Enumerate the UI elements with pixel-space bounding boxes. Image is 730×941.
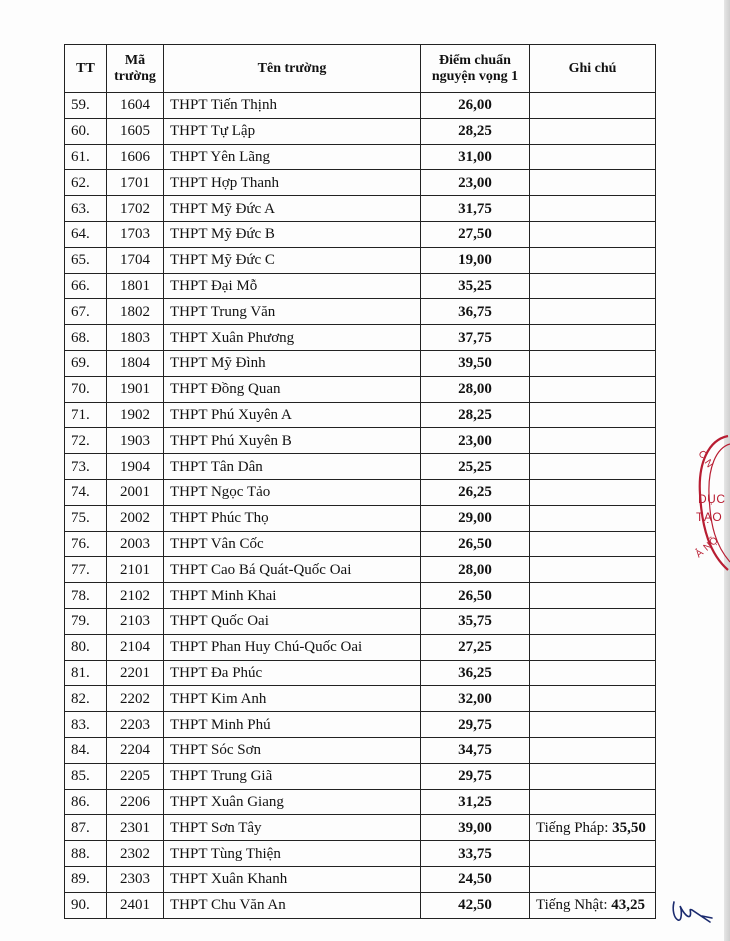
- note: [530, 221, 656, 247]
- note: [530, 583, 656, 609]
- header-school-code: [107, 45, 164, 93]
- table-row: [65, 247, 656, 273]
- note-score: 43,25: [611, 897, 646, 914]
- cutoff-score: 35,75: [421, 608, 530, 634]
- school-code: 1604: [107, 93, 164, 119]
- school-code: 1903: [107, 428, 164, 454]
- row-index: 84.: [65, 737, 107, 763]
- note: [530, 866, 656, 892]
- school-name: THPT Yên Lãng: [164, 144, 421, 170]
- table-row: [65, 505, 656, 531]
- table-row: [65, 144, 656, 170]
- note: [530, 479, 656, 505]
- table-row: [65, 479, 656, 505]
- school-code: 1605: [107, 118, 164, 144]
- cutoff-score: 42,50: [421, 892, 530, 918]
- row-index: 59.: [65, 93, 107, 119]
- row-index: 75.: [65, 505, 107, 531]
- table-row: [65, 325, 656, 351]
- note: [530, 299, 656, 325]
- cutoff-score: 26,25: [421, 479, 530, 505]
- note: [530, 892, 656, 918]
- cutoff-score: 24,50: [421, 866, 530, 892]
- cutoff-score: 28,00: [421, 557, 530, 583]
- school-code: 2002: [107, 505, 164, 531]
- cutoff-score: 26,50: [421, 583, 530, 609]
- cutoff-score: 31,75: [421, 196, 530, 222]
- cutoff-score: 25,25: [421, 454, 530, 480]
- table-row: [65, 376, 656, 402]
- note-label: Tiếng Nhật:: [536, 897, 612, 914]
- cutoff-score: 39,00: [421, 815, 530, 841]
- row-index: 78.: [65, 583, 107, 609]
- school-name: THPT Trung Giã: [164, 763, 421, 789]
- school-name: THPT Phú Xuyên B: [164, 428, 421, 454]
- row-index: 63.: [65, 196, 107, 222]
- table-row: [65, 737, 656, 763]
- table-row: [65, 763, 656, 789]
- row-index: 67.: [65, 299, 107, 325]
- row-index: 65.: [65, 247, 107, 273]
- school-code: 2202: [107, 686, 164, 712]
- school-name: THPT Ngọc Tảo: [164, 479, 421, 505]
- note: [530, 118, 656, 144]
- header-school-code-text: Mã trường: [114, 52, 156, 84]
- row-index: 64.: [65, 221, 107, 247]
- cutoff-score: 35,25: [421, 273, 530, 299]
- table-row: [65, 273, 656, 299]
- cutoff-score: 28,25: [421, 118, 530, 144]
- school-name: THPT Xuân Giang: [164, 789, 421, 815]
- cutoff-score: 27,50: [421, 221, 530, 247]
- note: [530, 428, 656, 454]
- school-name: THPT Kim Anh: [164, 686, 421, 712]
- school-code: 1902: [107, 402, 164, 428]
- stamp-text-2: DỤC: [698, 492, 726, 506]
- cutoff-score: 26,00: [421, 93, 530, 119]
- cutoff-score: 32,00: [421, 686, 530, 712]
- school-name: THPT Minh Khai: [164, 583, 421, 609]
- school-code: 2003: [107, 531, 164, 557]
- cutoff-score: 37,75: [421, 325, 530, 351]
- school-code: 2102: [107, 583, 164, 609]
- note: [530, 376, 656, 402]
- table-row: [65, 350, 656, 376]
- row-index: 82.: [65, 686, 107, 712]
- table-row: [65, 789, 656, 815]
- note: [530, 144, 656, 170]
- school-name: THPT Mỹ Đức C: [164, 247, 421, 273]
- cutoff-score: 36,75: [421, 299, 530, 325]
- school-code: 1901: [107, 376, 164, 402]
- school-name: THPT Sóc Sơn: [164, 737, 421, 763]
- school-name: THPT Mỹ Đình: [164, 350, 421, 376]
- table-row: [65, 686, 656, 712]
- cutoff-score: 27,25: [421, 634, 530, 660]
- school-code: 2103: [107, 608, 164, 634]
- row-index: 70.: [65, 376, 107, 402]
- note: [530, 712, 656, 738]
- school-name: THPT Hợp Thanh: [164, 170, 421, 196]
- table-row: [65, 583, 656, 609]
- cutoff-score: 39,50: [421, 350, 530, 376]
- school-code: 2206: [107, 789, 164, 815]
- handwritten-signature-icon: [668, 896, 716, 930]
- row-index: 89.: [65, 866, 107, 892]
- row-index: 60.: [65, 118, 107, 144]
- row-index: 85.: [65, 763, 107, 789]
- row-index: 77.: [65, 557, 107, 583]
- school-code: 2205: [107, 763, 164, 789]
- stamp-text-4: Ả NỘ: [693, 534, 721, 561]
- header-score: [421, 45, 530, 93]
- table-row: [65, 299, 656, 325]
- table-header-row: [65, 45, 656, 93]
- cutoff-score: 31,25: [421, 789, 530, 815]
- table-row: [65, 634, 656, 660]
- row-index: 83.: [65, 712, 107, 738]
- school-name: THPT Quốc Oai: [164, 608, 421, 634]
- school-code: 2302: [107, 841, 164, 867]
- note: [530, 325, 656, 351]
- school-code: 1702: [107, 196, 164, 222]
- note-label: Tiếng Pháp:: [536, 819, 613, 836]
- row-index: 62.: [65, 170, 107, 196]
- note: [530, 402, 656, 428]
- row-index: 68.: [65, 325, 107, 351]
- note: [530, 93, 656, 119]
- school-name: THPT Phú Xuyên A: [164, 402, 421, 428]
- school-name: THPT Mỹ Đức B: [164, 221, 421, 247]
- note: [530, 531, 656, 557]
- cutoff-score: 19,00: [421, 247, 530, 273]
- note: [530, 196, 656, 222]
- note: [530, 273, 656, 299]
- table-row: [65, 866, 656, 892]
- table-row: [65, 454, 656, 480]
- note: [530, 608, 656, 634]
- cutoff-score: 36,25: [421, 660, 530, 686]
- cutoff-score: 29,75: [421, 712, 530, 738]
- school-name: THPT Phan Huy Chú-Quốc Oai: [164, 634, 421, 660]
- table-row: [65, 608, 656, 634]
- cutoff-score: 33,75: [421, 841, 530, 867]
- school-code: 1803: [107, 325, 164, 351]
- row-index: 74.: [65, 479, 107, 505]
- note: [530, 789, 656, 815]
- school-name: THPT Chu Văn An: [164, 892, 421, 918]
- note: [530, 350, 656, 376]
- school-code: 1801: [107, 273, 164, 299]
- school-code: 2203: [107, 712, 164, 738]
- school-name: THPT Tự Lập: [164, 118, 421, 144]
- note: [530, 505, 656, 531]
- cutoff-score: 29,00: [421, 505, 530, 531]
- header-school-name: Tên trường: [164, 45, 421, 93]
- row-index: 87.: [65, 815, 107, 841]
- table-row: [65, 170, 656, 196]
- school-code: 1701: [107, 170, 164, 196]
- row-index: 81.: [65, 660, 107, 686]
- school-code: 2204: [107, 737, 164, 763]
- school-name: THPT Xuân Khanh: [164, 866, 421, 892]
- admission-score-table: [64, 44, 656, 919]
- school-name: THPT Tùng Thiện: [164, 841, 421, 867]
- school-name: THPT Đồng Quan: [164, 376, 421, 402]
- row-index: 66.: [65, 273, 107, 299]
- school-name: THPT Phúc Thọ: [164, 505, 421, 531]
- table-row: [65, 815, 656, 841]
- row-index: 61.: [65, 144, 107, 170]
- school-code: 1704: [107, 247, 164, 273]
- school-code: 2101: [107, 557, 164, 583]
- table-row: [65, 221, 656, 247]
- note: [530, 634, 656, 660]
- table-row: [65, 712, 656, 738]
- row-index: 72.: [65, 428, 107, 454]
- cutoff-score: 26,50: [421, 531, 530, 557]
- note: [530, 454, 656, 480]
- note: [530, 170, 656, 196]
- school-code: 2001: [107, 479, 164, 505]
- school-code: 2303: [107, 866, 164, 892]
- red-seal-stamp: [688, 434, 730, 574]
- row-index: 88.: [65, 841, 107, 867]
- note: [530, 815, 656, 841]
- row-index: 76.: [65, 531, 107, 557]
- cutoff-score: 34,75: [421, 737, 530, 763]
- note: [530, 247, 656, 273]
- table-row: [65, 428, 656, 454]
- cutoff-score: 29,75: [421, 763, 530, 789]
- note-score: 35,50: [612, 819, 646, 836]
- school-name: THPT Tiến Thịnh: [164, 93, 421, 119]
- note: [530, 686, 656, 712]
- table-row: [65, 196, 656, 222]
- row-index: 90.: [65, 892, 107, 918]
- school-name: THPT Tân Dân: [164, 454, 421, 480]
- school-code: 2104: [107, 634, 164, 660]
- school-name: THPT Đa Phúc: [164, 660, 421, 686]
- table-row: [65, 531, 656, 557]
- row-index: 69.: [65, 350, 107, 376]
- school-name: THPT Minh Phú: [164, 712, 421, 738]
- stamp-text-3: TẠO: [696, 510, 723, 524]
- table-body: [65, 93, 656, 919]
- table-row: [65, 402, 656, 428]
- school-code: 1904: [107, 454, 164, 480]
- row-index: 86.: [65, 789, 107, 815]
- table-row: [65, 841, 656, 867]
- school-name: THPT Cao Bá Quát-Quốc Oai: [164, 557, 421, 583]
- row-index: 71.: [65, 402, 107, 428]
- note: [530, 841, 656, 867]
- school-name: THPT Đại Mỗ: [164, 273, 421, 299]
- school-name: THPT Xuân Phương: [164, 325, 421, 351]
- school-code: 2301: [107, 815, 164, 841]
- header-tt: TT: [65, 45, 107, 93]
- header-note: Ghi chú: [530, 45, 656, 93]
- cutoff-score: 28,25: [421, 402, 530, 428]
- school-name: THPT Trung Văn: [164, 299, 421, 325]
- table-row: [65, 118, 656, 144]
- cutoff-score: 23,00: [421, 170, 530, 196]
- row-index: 73.: [65, 454, 107, 480]
- table-row: [65, 557, 656, 583]
- table-row: [65, 93, 656, 119]
- row-index: 79.: [65, 608, 107, 634]
- school-code: 1802: [107, 299, 164, 325]
- row-index: 80.: [65, 634, 107, 660]
- school-code: 1606: [107, 144, 164, 170]
- stamp-text-1: C.N: [695, 448, 716, 471]
- school-code: 1804: [107, 350, 164, 376]
- school-code: 2201: [107, 660, 164, 686]
- school-name: THPT Sơn Tây: [164, 815, 421, 841]
- school-name: THPT Mỹ Đức A: [164, 196, 421, 222]
- school-name: THPT Vân Cốc: [164, 531, 421, 557]
- table-row: [65, 892, 656, 918]
- note: [530, 660, 656, 686]
- table-row: [65, 660, 656, 686]
- note: [530, 737, 656, 763]
- cutoff-score: 23,00: [421, 428, 530, 454]
- cutoff-score: 31,00: [421, 144, 530, 170]
- note: [530, 557, 656, 583]
- note: [530, 763, 656, 789]
- school-code: 2401: [107, 892, 164, 918]
- school-code: 1703: [107, 221, 164, 247]
- cutoff-score: 28,00: [421, 376, 530, 402]
- header-score-text: Điểm chuẩn nguyện vọng 1: [431, 52, 519, 84]
